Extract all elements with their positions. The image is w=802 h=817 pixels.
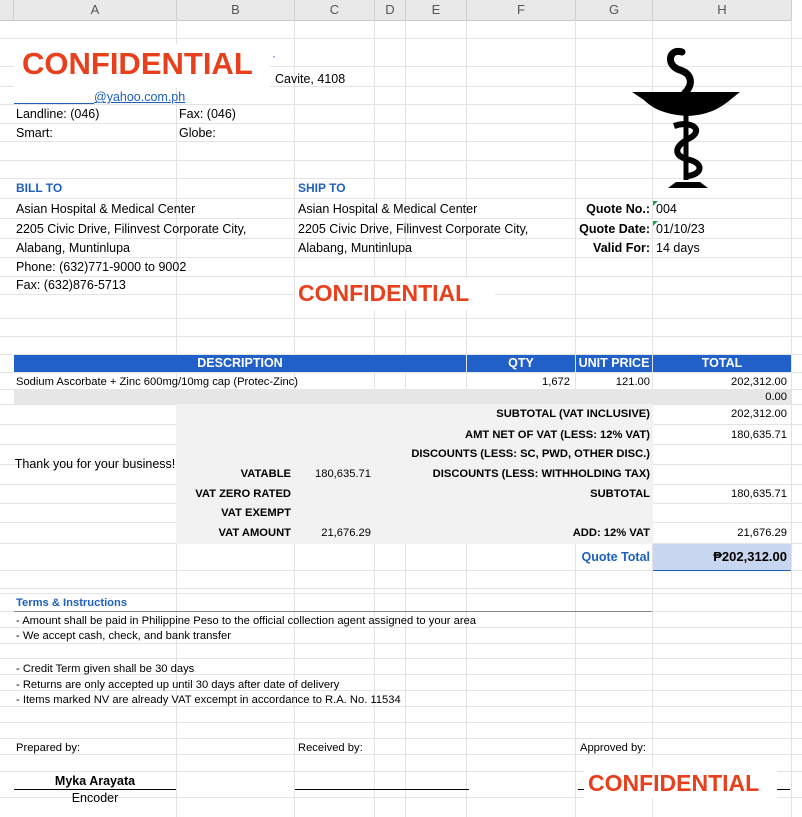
zero-rated-label: VAT ZERO RATED: [195, 488, 291, 500]
gridline: [0, 198, 802, 199]
bill-to-heading: BILL TO: [16, 181, 63, 195]
prepared-by-label: Prepared by:: [16, 742, 81, 754]
company-fax: Fax: (046): [179, 107, 236, 121]
quote-total-label: Quote Total: [581, 550, 650, 564]
ship-to-name: Asian Hospital & Medical Center: [298, 202, 478, 216]
signature-line-received: [295, 789, 469, 790]
received-by-label: Received by:: [298, 742, 363, 754]
comment-marker-icon: [653, 221, 658, 226]
gridline: [791, 20, 792, 817]
gridline: [0, 336, 802, 337]
ship-to-street: 2205 Civic Drive, Filinvest Corporate City,: [298, 222, 529, 236]
gridline: [0, 218, 802, 219]
table-header-description: DESCRIPTION: [14, 355, 466, 372]
gridline: [0, 722, 802, 723]
item-unit-price[interactable]: 121.00: [615, 376, 650, 388]
vat-exempt-label: VAT EXEMPT: [221, 507, 291, 519]
quote-total-value: ₱202,312.00: [713, 549, 787, 564]
column-header-h[interactable]: H: [653, 0, 792, 21]
terms-line: - Returns are only accepted up until 30 days after date of delivery: [16, 679, 340, 691]
subtotal-vat-label: SUBTOTAL (VAT INCLUSIVE): [496, 408, 650, 420]
company-landline: Landline: (046): [16, 107, 100, 121]
column-header-a[interactable]: A: [14, 0, 177, 21]
logo-confidential: CONFIDENTIAL: [22, 46, 253, 81]
caduceus-logo-icon: [628, 40, 748, 195]
bill-to-fax: Fax: (632)876-5713: [16, 278, 126, 292]
gridline: [0, 754, 802, 755]
table-header-qty: QTY: [467, 355, 575, 372]
gridline: [0, 658, 802, 659]
bill-to-street: 2205 Civic Drive, Filinvest Corporate City,: [16, 222, 247, 236]
company-globe: Globe:: [179, 126, 216, 140]
redaction-underline: [14, 103, 94, 104]
company-smart: Smart:: [16, 126, 53, 140]
table-header-unit-price: UNIT PRICE: [576, 355, 652, 372]
terms-line: - Credit Term given shall be 30 days: [16, 663, 195, 675]
item-qty[interactable]: 1,672: [542, 376, 570, 388]
company-address: Cavite, 4108: [275, 72, 346, 86]
table-header-total: TOTAL: [653, 355, 791, 372]
item-total-empty[interactable]: 0.00: [765, 391, 787, 403]
add-vat-value: 21,676.29: [737, 527, 787, 539]
gridline: [0, 372, 802, 373]
column-header-g[interactable]: G: [576, 0, 653, 21]
subtotal-label: SUBTOTAL: [590, 488, 650, 500]
gridline: [0, 318, 802, 319]
terms-divider: [14, 611, 652, 612]
ship-to-heading: SHIP TO: [298, 181, 346, 195]
item-total[interactable]: 202,312.00: [731, 376, 787, 388]
ship-to-city: Alabang, Muntinlupa: [298, 241, 412, 255]
bill-to-phone: Phone: (632)771-9000 to 9002: [16, 260, 187, 274]
column-header-b[interactable]: B: [177, 0, 295, 21]
watermark-confidential-bottom: CONFIDENTIAL: [588, 770, 760, 796]
terms-line: - We accept cash, check, and bank transfer: [16, 630, 231, 642]
preparer-name: Myka Arayata: [54, 774, 136, 788]
amt-net-label: AMT NET OF VAT (LESS: 12% VAT): [464, 429, 650, 441]
gridline: [0, 738, 802, 739]
gridline: [0, 257, 802, 258]
amt-net-value: 180,635.71: [731, 429, 787, 441]
blue-dot: ·: [272, 49, 276, 63]
gridline: [0, 593, 802, 594]
subtotal-vat-value: 202,312.00: [731, 408, 787, 420]
disc-wt-label: DISCOUNTS (LESS: WITHHOLDING TAX): [432, 468, 650, 480]
valid-for-label: Valid For:: [593, 241, 650, 255]
column-header-e[interactable]: E: [406, 0, 467, 21]
quote-date-value[interactable]: 01/10/23: [656, 222, 705, 236]
column-header-f[interactable]: F: [467, 0, 576, 21]
item-description[interactable]: Sodium Ascorbate + Zinc 600mg/10mg cap (Protec-Zinc): [16, 376, 298, 388]
preparer-role: Encoder: [71, 791, 119, 805]
thank-you-note: Thank you for your business!: [14, 457, 176, 471]
gridline: [0, 588, 802, 589]
valid-for-value[interactable]: 14 days: [656, 241, 700, 255]
subtotal-value: 180,635.71: [731, 488, 787, 500]
column-header-c[interactable]: C: [295, 0, 375, 21]
disc-sc-label: DISCOUNTS (LESS: SC, PWD, OTHER DISC.): [411, 448, 650, 460]
bill-to-city: Alabang, Muntinlupa: [16, 241, 130, 255]
bill-to-name: Asian Hospital & Medical Center: [16, 202, 196, 216]
column-header-corner[interactable]: [0, 0, 14, 21]
gridline: [0, 38, 802, 39]
quote-date-label: Quote Date:: [579, 222, 650, 236]
watermark-confidential: CONFIDENTIAL: [298, 280, 470, 306]
gridline: [0, 238, 802, 239]
company-email[interactable]: @yahoo.com.ph: [94, 90, 186, 104]
add-vat-label: ADD: 12% VAT: [572, 527, 650, 539]
quote-no-value[interactable]: 004: [656, 202, 677, 216]
terms-line: - Items marked NV are already VAT excempt in accordance to R.A. No. 11534: [16, 694, 401, 706]
terms-line: - Amount shall be paid in Philippine Peso to the official collection agent assigned to your area: [16, 615, 477, 627]
vat-amount-value: 21,676.29: [321, 527, 371, 539]
approved-by-label: Approved by:: [580, 742, 646, 754]
comment-marker-icon: [653, 201, 658, 206]
terms-heading: Terms & Instructions: [16, 597, 128, 609]
quote-no-label: Quote No.:: [586, 202, 650, 216]
vatable-label: VATABLE: [240, 468, 291, 480]
vatable-value: 180,635.71: [315, 468, 371, 480]
vat-amount-label: VAT AMOUNT: [218, 527, 291, 539]
column-header-d[interactable]: D: [375, 0, 406, 21]
